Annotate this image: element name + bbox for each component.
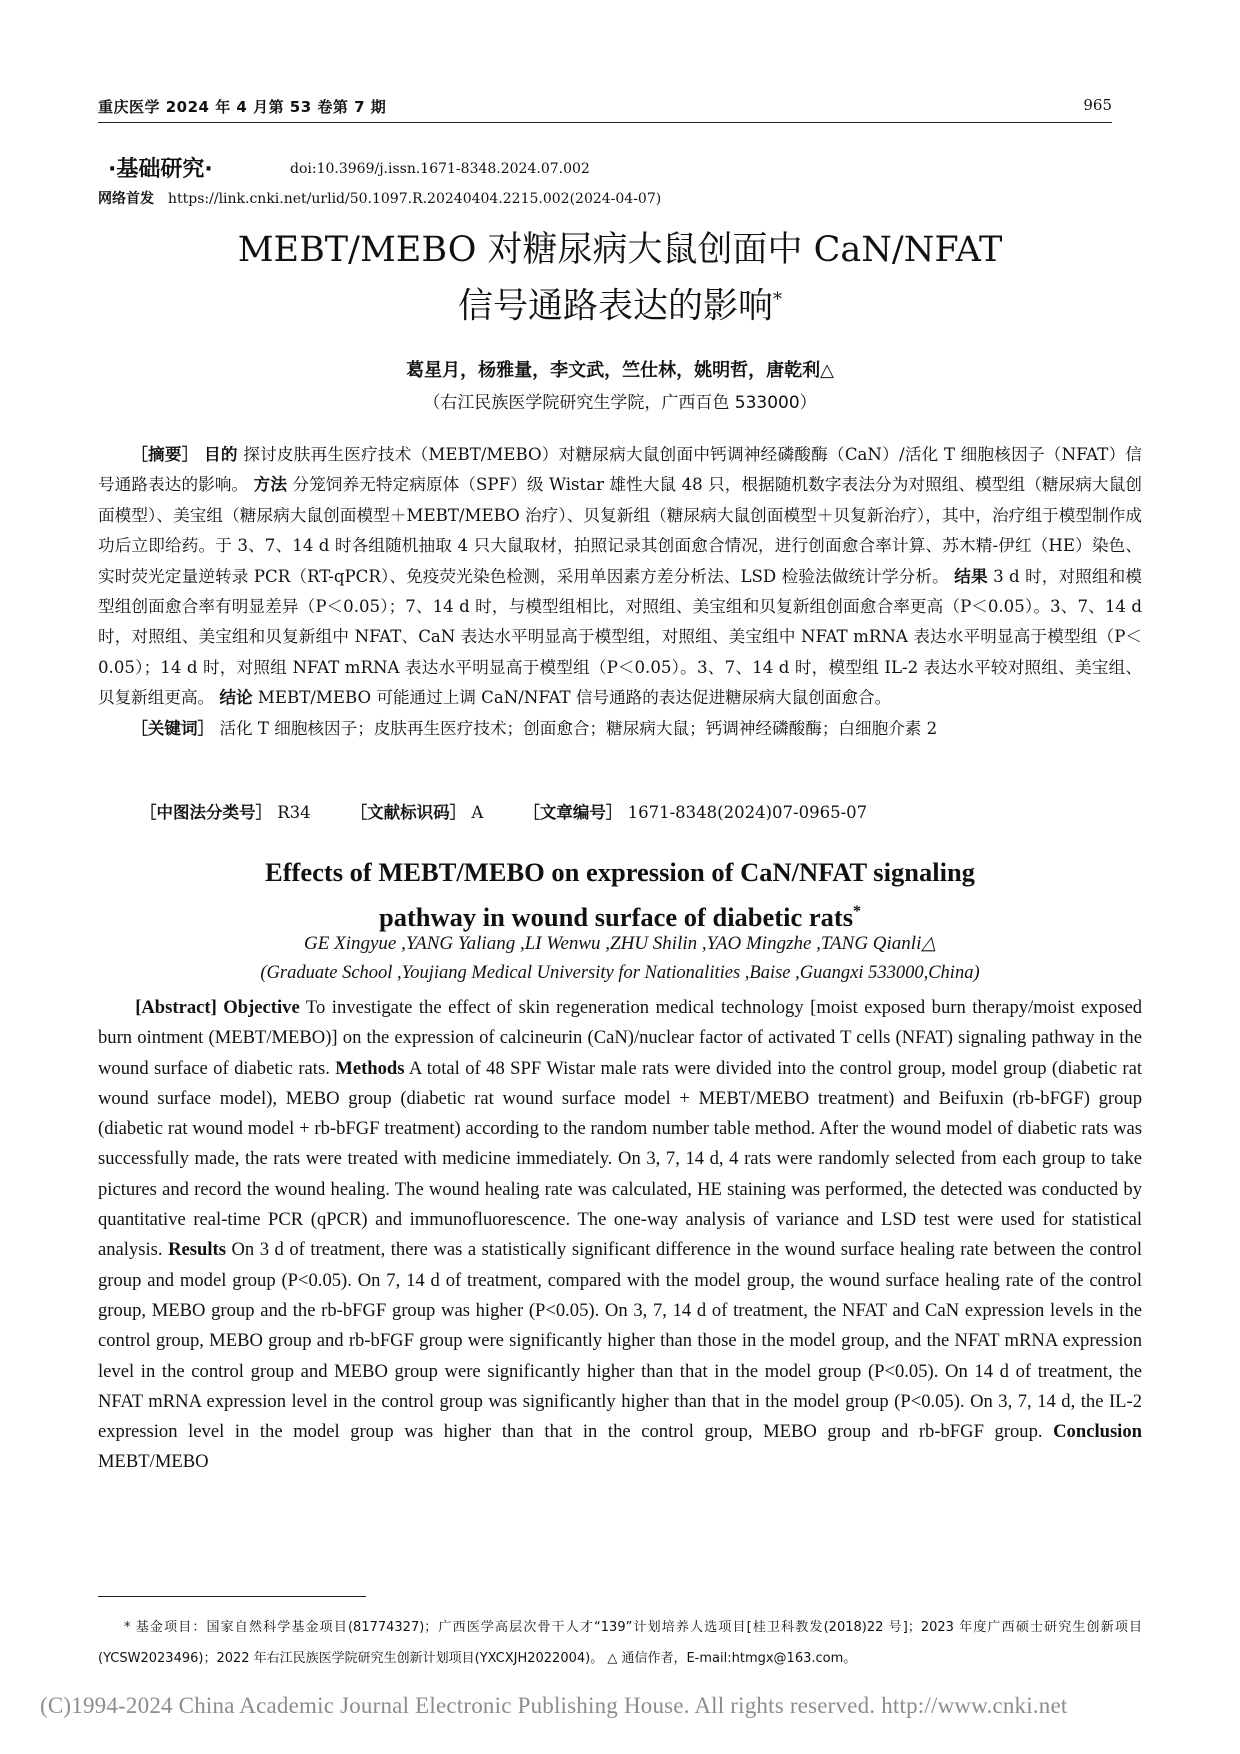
english-conclusion-label: Conclusion — [1053, 1421, 1142, 1443]
online-first-line — [98, 188, 661, 208]
english-results-text: On 3 d of treatment, there was a statistically significant difference in the wound surface healing rate between the control group and model group (P<0.05). On 7, 14 d of treatment, compared with the model group, the wound surface healing rate of the control group, MEBO group and the rb-bFGF group was higher (P<0.05). On 3, 7, 14 d of treatment, the NFAT and CaN expression levels in the control group, MEBO group and rb-bFGF group were significantly higher than those in the model group, and the NFAT mRNA expression level in the control group and MEBO group were significantly higher than that in the model group (P<0.05). On 14 d of treatment, the NFAT mRNA expression level in the control group was significantly higher than that in the model group (P<0.05). On 3, 7, 14 d, the IL-2 expression level in the model group was higher than that in the control group, MEBO group and rb-bFGF group. — [98, 1239, 1142, 1443]
english-results-label: Results — [168, 1239, 226, 1261]
chinese-title-line-1: MEBT/MEBO 对糖尿病大鼠创面中 CaN/NFAT — [237, 230, 1003, 270]
english-objective-label: Objective — [223, 997, 300, 1018]
keywords-text: 活化 T 细胞核因子；皮肤再生医疗技术；创面愈合；糖尿病大鼠；钙调神经磷酸酶；白细胞介素 2 — [219, 718, 938, 738]
doc-code-label: ［文献标识码］ — [350, 803, 467, 822]
chinese-authors: 葛星月，杨雅量，李文武，竺仕林，姚明哲，唐乾利△ — [406, 360, 834, 381]
classification-row — [140, 799, 867, 823]
clc-value: R34 — [277, 803, 311, 822]
chinese-keywords — [98, 714, 1142, 744]
doc-code-field — [351, 799, 484, 823]
clc-label: ［中图法分类号］ — [140, 803, 272, 822]
clc-field — [140, 799, 311, 823]
copyright-watermark: (C)1994-2024 China Academic Journal Electronic Publishing House. All rights reserved. http://www.cnki.net — [40, 1693, 1068, 1718]
abstract-label: ［摘要］ — [131, 445, 199, 464]
chinese-title-line-2-text: 信号通路表达的影响 — [457, 286, 773, 327]
section-tag: ·基础研究· — [108, 157, 213, 182]
objective-label: 目的 — [204, 445, 238, 464]
doc-code-value: A — [471, 803, 484, 822]
english-affiliation: (Graduate School ,Youjiang Medical University for Nationalities ,Baise ,Guangxi 533000,China) — [260, 963, 980, 983]
article-number-label: ［文章编号］ — [523, 803, 623, 822]
english-objective-text: To investigate the effect of skin regeneration medical technology [moist exposed burn therapy/moist exposed burn ointment (MEBT/MEBO)] on the expression of calcineurin (CaN)/nuclear factor of activated T cells (NFAT) signaling pathway in the wound surface of diabetic rats. — [98, 997, 1142, 1079]
chinese-title-line-2 — [0, 275, 1240, 332]
header-divider — [98, 122, 1112, 123]
english-conclusion-text: MEBT/MEBO — [98, 1451, 209, 1473]
keywords-label: ［关键词］ — [131, 718, 215, 738]
doi: doi:10.3969/j.issn.1671-8348.2024.07.002 — [290, 161, 590, 177]
methods-text: 分笼饲养无特定病原体（SPF）级 Wistar 雄性大鼠 48 只，根据随机数字表法分为对照组、模型组（糖尿病大鼠创面模型）、美宝组（糖尿病大鼠创面模型＋MEBT/MEBO 治疗）、贝复新组（糖尿病大鼠创面模型＋贝复新治疗），其中，治疗组于模型制作成功后立即给药。于 3、7、14 d 时各组随机抽取 4 只大鼠取材，拍照记录其创面愈合情况，进行创面愈合率计算、苏木精-伊红（HE）染色、实时荧光定量逆转录 PCR（RT-qPCR）、免疫荧光染色检测，采用单因素方差分析法、LSD 检验法做统计学分析。 — [98, 475, 1143, 586]
chinese-title — [0, 225, 1240, 332]
funding-footnote: * 基金项目：国家自然科学基金项目(81774327)；广西医学高层次骨干人才“139”计划培养人选项目[桂卫科教发(2018)22 号]；2023 年度广西硕士研究生创新项目(YCSW2023496)；2022 年右江民族医学院研究生创新计划项目(YXCXJH2022004)。 △ 通信作者，E-mail:htmgx@163.com。 — [98, 1620, 1142, 1666]
english-title-footnote-mark: * — [853, 903, 862, 920]
journal-issue-header: 重庆医学 2024 年 4 月第 53 卷第 7 期 — [98, 98, 387, 116]
chinese-title-footnote-mark: * — [773, 289, 782, 310]
english-abstract-body — [98, 993, 1142, 1478]
chinese-affiliation: （右江民族医学院研究生学院，广西百色 533000） — [423, 393, 817, 413]
results-text: 3 d 时，对照组和模型组创面愈合率有明显差异（P＜0.05）；7、14 d 时，与模型组相比，对照组、美宝组和贝复新组创面愈合率更高（P＜0.05）。3、7、14 d 时，对照组、美宝组和贝复新组中 NFAT、CaN 表达水平明显高于模型组，对照组、美宝组中 NFAT mRNA 表达水平明显高于模型组（P＜0.05）；14 d 时，对照组 NFAT mRNA 表达水平明显高于模型组（P＜0.05）。3、7、14 d 时，模型组 IL-2 表达水平较对照组、美宝组、贝复新组更高。 — [98, 566, 1143, 708]
english-methods-label: Methods — [335, 1057, 405, 1079]
english-title — [0, 852, 1240, 937]
objective-text: 探讨皮肤再生医疗技术（MEBT/MEBO）对糖尿病大鼠创面中钙调神经磷酸酶（CaN）/活化 T 细胞核因子（NFAT）信号通路表达的影响。 — [98, 445, 1142, 495]
english-title-line-2-text: pathway in wound surface of diabetic rats — [378, 901, 854, 932]
english-title-line-1: Effects of MEBT/MEBO on expression of CaN/NFAT signaling — [265, 857, 975, 887]
footnote-divider — [98, 1596, 366, 1597]
article-number-value: 1671-8348(2024)07-0965-07 — [627, 803, 868, 822]
online-first-label: 网络首发 — [98, 191, 154, 207]
english-methods-text: A total of 48 SPF Wistar male rats were divided into the control group, model group (diabetic rat wound surface model), MEBO group (diabetic rat wound surface model + MEBT/MEBO treatment) and Beifuxin (rb-bFGF) group (diabetic rat wound model + rb-bFGF treatment) according to the random number table method. After the wound model of diabetic rats was successfully made, the rats were treated with medicine immediately. On 3, 7, 14 d, 4 rats were randomly selected from each group to take pictures and record the wound healing. The wound healing rate was calculated, HE staining was performed, the detected was conducted by quantitative real-time PCR (qPCR) and immunofluorescence. The one-way analysis of variance and LSD test were used for statistical analysis. — [98, 1057, 1143, 1261]
methods-label: 方法 — [253, 475, 288, 495]
results-label: 结果 — [954, 566, 988, 586]
chinese-abstract — [98, 440, 1142, 744]
english-abstract — [98, 993, 1142, 1478]
english-abstract-label: [Abstract] — [135, 997, 217, 1018]
english-title-line-2 — [0, 892, 1240, 937]
article-number-field — [523, 799, 867, 823]
online-first-url: https://link.cnki.net/urlid/50.1097.R.20240404.2215.002(2024-04-07) — [168, 191, 662, 207]
conclusion-text: MEBT/MEBO 可能通过上调 CaN/NFAT 信号通路的表达促进糖尿病大鼠创面愈合。 — [257, 688, 892, 708]
english-authors: GE Xingyue ,YANG Yaliang ,LI Wenwu ,ZHU Shilin ,YAO Mingzhe ,TANG Qianli△ — [304, 933, 936, 954]
page-number: 965 — [1083, 96, 1112, 114]
conclusion-label: 结论 — [219, 688, 253, 708]
chinese-abstract-body — [98, 440, 1142, 714]
